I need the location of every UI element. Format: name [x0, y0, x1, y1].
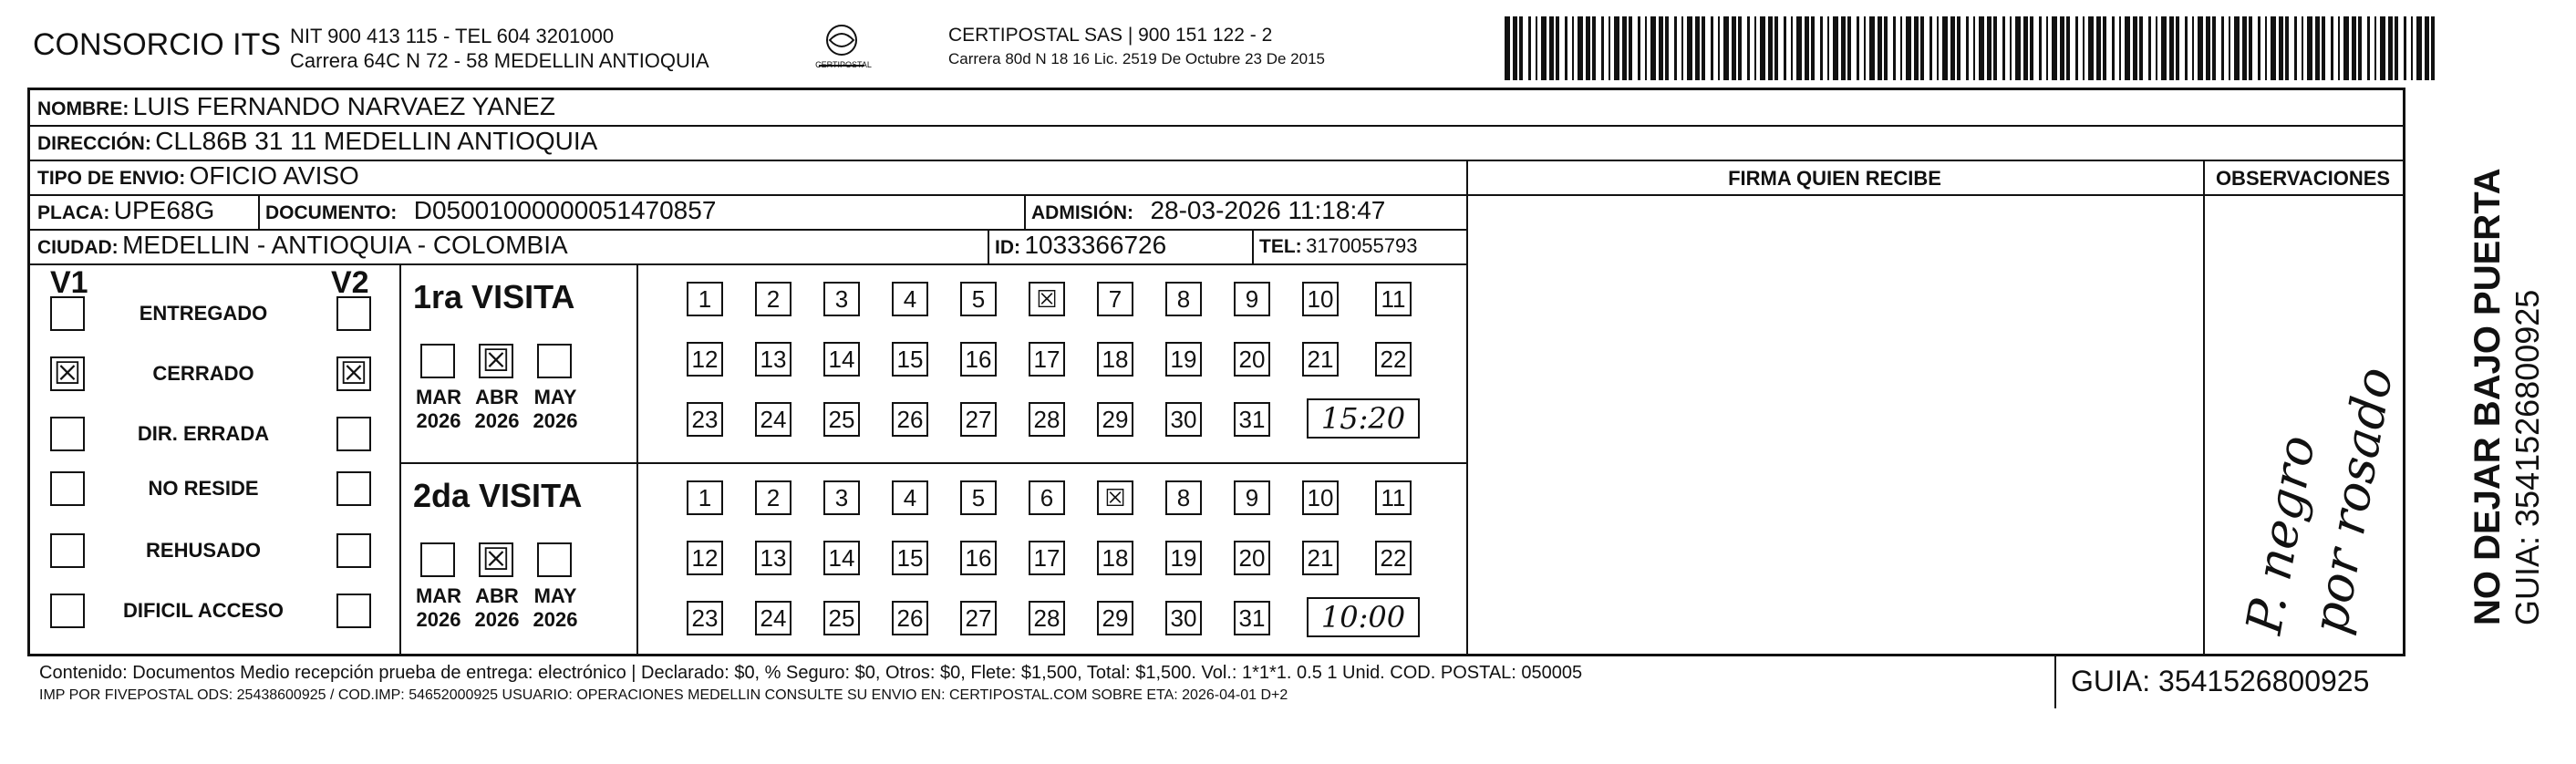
visit-1-day-21[interactable]: 21 [1302, 342, 1339, 377]
barcode-bar [2023, 16, 2028, 80]
barcode-bar [1914, 16, 1919, 80]
status-label-no-reside: NO RESIDE [148, 477, 259, 500]
status-label-cerrado: CERRADO [152, 362, 254, 385]
barcode-bar [1784, 16, 1786, 80]
barcode-bar [1681, 16, 1683, 80]
status-label-dir-errada: DIR. ERRADA [137, 422, 270, 445]
month-year: 2026 [474, 608, 520, 631]
month-name: ABR [475, 584, 519, 607]
visit-2-month-label-may [528, 584, 583, 632]
visit-1-day-17[interactable]: 17 [1029, 342, 1065, 377]
carrier-name: CERTIPOSTAL SAS | 900 151 122 - 2 [948, 25, 1273, 46]
barcode-bar [2416, 16, 2422, 80]
visit-2-day-16[interactable]: 16 [960, 541, 997, 575]
observation-line-1: P. negro [2235, 430, 2327, 638]
barcode-bar [1796, 16, 1802, 80]
visit-2-day-14[interactable]: 14 [823, 541, 860, 575]
barcode-bar [2404, 16, 2406, 80]
visit-2-day-18[interactable]: 18 [1097, 541, 1133, 575]
barcode-bar [1747, 16, 1750, 80]
barcode-bar [2156, 16, 2157, 80]
barcode-bar [1957, 16, 1960, 80]
visit-1-day-13[interactable]: 13 [755, 342, 791, 377]
visit-1-day-2[interactable]: 2 [755, 282, 791, 316]
barcode-bar [1536, 16, 1537, 80]
barcode-bar [2039, 16, 2042, 80]
visit-1-day-20[interactable]: 20 [1234, 342, 1270, 377]
visit-2-day-19[interactable]: 19 [1165, 541, 1202, 575]
barcode-bar [1519, 16, 1523, 80]
visit-2-day-9[interactable]: 9 [1234, 480, 1270, 515]
month-year: 2026 [416, 409, 461, 432]
barcode-bar [1805, 16, 1809, 80]
barcode-bar [1973, 16, 1975, 80]
barcode-bar [1760, 16, 1765, 80]
month-name: MAY [533, 386, 577, 408]
barcode-bar [1811, 16, 1815, 80]
status-v2-checkbox-dir-errada[interactable] [336, 417, 371, 451]
barcode-bar [1711, 16, 1713, 80]
barcode-bar [1774, 16, 1778, 80]
barcode-bar [2169, 16, 2174, 80]
barcode-bar [2103, 16, 2106, 80]
barcode-bar [2088, 16, 2094, 80]
visit-2-time[interactable]: 10:00 [1307, 597, 1420, 637]
barcode-bar [1645, 16, 1647, 80]
visit-1-day-26[interactable]: 26 [892, 402, 928, 437]
barcode-bar [1950, 16, 1955, 80]
barcode-bar [1592, 16, 1596, 80]
visit-1-day-30[interactable]: 30 [1165, 402, 1202, 437]
visit-2-day-22[interactable]: 22 [1375, 541, 1412, 575]
visit-2-month-mar-checkbox[interactable] [420, 542, 455, 577]
barcode-bar [1556, 16, 1559, 80]
tel-value: 3170055793 [1306, 234, 1418, 257]
barcode-bar [2192, 16, 2194, 80]
barcode-bar [1723, 16, 1729, 80]
sender-nit-tel: NIT 900 413 115 - TEL 604 3201000 [290, 25, 615, 47]
barcode-bar [2075, 16, 2078, 80]
barcode-bar [1820, 16, 1823, 80]
month-name: MAY [533, 584, 577, 607]
sender-info [290, 24, 709, 73]
id-label: ID: [995, 237, 1020, 258]
barcode-bar [1665, 16, 1669, 80]
barcode-bar [1586, 16, 1590, 80]
visit-1-day-23[interactable]: 23 [687, 402, 723, 437]
status-v2-checkbox-rehusado[interactable] [336, 533, 371, 568]
barcode-bar [1942, 16, 1948, 80]
visit-1-day-29[interactable]: 29 [1097, 402, 1133, 437]
barcode-bar [1987, 16, 1991, 80]
row-direccion [37, 127, 597, 156]
visit-2-day-4[interactable]: 4 [892, 480, 928, 515]
barcode-bar [1687, 16, 1692, 80]
visit-1-month-may-checkbox[interactable] [537, 344, 572, 378]
visit-1-month-mark: ☒ [481, 343, 511, 379]
barcode-bar [2125, 16, 2130, 80]
barcode-bar [2331, 16, 2333, 80]
barcode-bar [1614, 16, 1619, 80]
barcode-bar [2046, 16, 2048, 80]
barcode-bar [1565, 16, 1567, 80]
visit-2-day-20[interactable]: 20 [1234, 541, 1270, 575]
barcode-bar [2265, 16, 2267, 80]
barcode-bar [1732, 16, 1736, 80]
visit-2-day-12[interactable]: 12 [687, 541, 723, 575]
barcode-bar [2425, 16, 2429, 80]
visit-1-day-25[interactable]: 25 [823, 402, 860, 437]
status-v2-checkbox-dificil-acceso[interactable] [336, 594, 371, 628]
barcode-bar [1609, 16, 1610, 80]
row-nombre [37, 92, 555, 121]
barcode-bar [2249, 16, 2252, 80]
visit-1-month-label-mar [411, 386, 466, 433]
barcode-bar [2112, 16, 2115, 80]
month-name: MAR [415, 386, 462, 408]
visit-1-day-1[interactable]: 1 [687, 282, 723, 316]
barcode-bar [2066, 16, 2070, 80]
visit-2-day-13[interactable]: 13 [755, 541, 791, 575]
barcode [1505, 16, 2439, 80]
status-v2-checkbox-no-reside[interactable] [336, 471, 371, 506]
barcode-bar [2015, 16, 2021, 80]
barcode-bar [1827, 16, 1829, 80]
direccion-label: DIRECCIÓN: [37, 133, 151, 154]
barcode-bar [2388, 16, 2393, 80]
visit-1-day-15[interactable]: 15 [892, 342, 928, 377]
visit-1-month-mar-checkbox[interactable] [420, 344, 455, 378]
barcode-bar [2242, 16, 2247, 80]
visit-2-day-3[interactable]: 3 [823, 480, 860, 515]
visit-2-day-2[interactable]: 2 [755, 480, 791, 515]
visit-2-day-23[interactable]: 23 [687, 601, 723, 635]
barcode-bar [2367, 16, 2370, 80]
barcode-bar [1768, 16, 1773, 80]
tipo-value: OFICIO AVISO [189, 161, 359, 190]
barcode-bar [1578, 16, 1583, 80]
barcode-bar [2431, 16, 2435, 80]
tel-label: TEL: [1259, 236, 1302, 257]
visit-1-day-28[interactable]: 28 [1029, 402, 1065, 437]
visit-2-day-17[interactable]: 17 [1029, 541, 1065, 575]
admision-value: 28-03-2026 11:18:47 [1150, 196, 1386, 224]
observaciones-header: OBSERVACIONES [2215, 167, 2391, 190]
placa-label: PLACA: [37, 202, 110, 223]
placa-value: UPE68G [113, 196, 215, 224]
visit-1-day-7[interactable]: 7 [1097, 282, 1133, 316]
barcode-bar [2176, 16, 2179, 80]
row-admision [1031, 196, 1385, 225]
id-value: 1033366726 [1024, 231, 1167, 259]
tipo-label: TIPO DE ENVIO: [37, 168, 186, 189]
visit-2-day-26[interactable]: 26 [892, 601, 928, 635]
barcode-bar [1638, 16, 1640, 80]
barcode-bar [1702, 16, 1705, 80]
barcode-bar [1601, 16, 1604, 80]
barcode-bar [1754, 16, 1756, 80]
visit-1-day-14[interactable]: 14 [823, 342, 860, 377]
visit-2-day-1[interactable]: 1 [687, 480, 723, 515]
visit-2-month-label-mar [411, 584, 466, 632]
side-guia: GUIA: 3541526800925 [2509, 289, 2546, 625]
barcode-bar [1505, 16, 1510, 80]
barcode-bar [2229, 16, 2230, 80]
barcode-bar [1718, 16, 1720, 80]
visit-1-day-10[interactable]: 10 [1302, 282, 1339, 316]
barcode-bar [2302, 16, 2303, 80]
barcode-bar [2002, 16, 2005, 80]
barcode-bar [1847, 16, 1851, 80]
barcode-bar [2030, 16, 2033, 80]
barcode-bar [2221, 16, 2224, 80]
visit-1-time[interactable]: 15:20 [1307, 398, 1420, 439]
sender-company: CONSORCIO ITS [33, 27, 282, 62]
barcode-bar [1878, 16, 1882, 80]
status-label-dificil-acceso: DIFICIL ACCESO [122, 599, 284, 622]
visit-1-day-12[interactable]: 12 [687, 342, 723, 377]
status-v1-mark-cerrado: ☒ [53, 356, 82, 392]
barcode-bar [2294, 16, 2297, 80]
barcode-bar [1966, 16, 1969, 80]
visit-2-day-24[interactable]: 24 [755, 601, 791, 635]
barcode-bar [1572, 16, 1574, 80]
barcode-bar [1650, 16, 1656, 80]
visit-1-day-16[interactable]: 16 [960, 342, 997, 377]
visit-title-2: 2da VISITA [413, 477, 583, 514]
nombre-value: LUIS FERNANDO NARVAEZ YANEZ [132, 92, 555, 120]
barcode-bar [2374, 16, 2376, 80]
barcode-bar [1541, 16, 1547, 80]
barcode-bar [1869, 16, 1875, 80]
visit-2-day-28[interactable]: 28 [1029, 601, 1065, 635]
visit-2-day-11[interactable]: 11 [1375, 480, 1412, 515]
row-tipo [37, 161, 359, 191]
barcode-bar [1791, 16, 1793, 80]
visit-2-day-7[interactable]: ☒ [1097, 480, 1133, 515]
visit-2-day-31[interactable]: 31 [1234, 601, 1270, 635]
status-v2-mark-cerrado: ☒ [339, 356, 368, 392]
side-text [2467, 168, 2547, 625]
visit-1-day-5[interactable]: 5 [960, 282, 997, 316]
barcode-bar [1695, 16, 1700, 80]
barcode-bar [2271, 16, 2276, 80]
barcode-bar [1674, 16, 1677, 80]
visit-2-day-6[interactable]: 6 [1029, 480, 1065, 515]
carrier-logo-text: CERTIPOSTAL [815, 60, 872, 69]
barcode-bar [1659, 16, 1663, 80]
ciudad-value: MEDELLIN - ANTIOQUIA - COLOMBIA [122, 231, 568, 259]
visit-2-day-25[interactable]: 25 [823, 601, 860, 635]
barcode-bar [1513, 16, 1517, 80]
carrier-license: Carrera 80d N 18 16 Lic. 2519 De Octubre 23 De 2015 [948, 50, 1325, 67]
row-tel [1259, 234, 1417, 258]
barcode-bar [1738, 16, 1742, 80]
documento-label: DOCUMENTO: [265, 202, 398, 223]
barcode-bar [2411, 16, 2413, 80]
barcode-bar [2343, 16, 2349, 80]
barcode-bar [2139, 16, 2143, 80]
visit-1-day-31[interactable]: 31 [1234, 402, 1270, 437]
sender-address: Carrera 64C N 72 - 58 MEDELLIN ANTIOQUIA [290, 49, 709, 72]
barcode-bar [1864, 16, 1866, 80]
direccion-value: CLL86B 31 11 MEDELLIN ANTIOQUIA [155, 127, 598, 155]
observation-line-2: por rosado [2301, 363, 2405, 638]
barcode-bar [2395, 16, 2398, 80]
visit-1-day-8[interactable]: 8 [1165, 282, 1202, 316]
barcode-bar [2206, 16, 2210, 80]
barcode-bar [1906, 16, 1911, 80]
barcode-bar [2358, 16, 2362, 80]
visit-1-day-24[interactable]: 24 [755, 402, 791, 437]
visit-1-day-4[interactable]: 4 [892, 282, 928, 316]
visit-1-day-6[interactable]: ☒ [1029, 282, 1065, 316]
barcode-bar [1622, 16, 1627, 80]
visit-1-day-11[interactable]: 11 [1375, 282, 1412, 316]
visit-2-day-30[interactable]: 30 [1165, 601, 1202, 635]
barcode-bar [1929, 16, 1932, 80]
barcode-bar [1833, 16, 1838, 80]
barcode-bar [2212, 16, 2216, 80]
visit-2-month-label-abr [470, 584, 524, 632]
barcode-bar [1993, 16, 1997, 80]
documento-value: D05001000000051470857 [413, 196, 717, 224]
v1-header: V1 [50, 265, 88, 300]
barcode-bar [1920, 16, 1924, 80]
visit-2-day-27[interactable]: 27 [960, 601, 997, 635]
visit-1-day-9[interactable]: 9 [1234, 282, 1270, 316]
visit-2-month-may-checkbox[interactable] [537, 542, 572, 577]
month-year: 2026 [416, 608, 461, 631]
visit-2-day-10[interactable]: 10 [1302, 480, 1339, 515]
barcode-bar [2315, 16, 2320, 80]
barcode-bar [1857, 16, 1859, 80]
month-year: 2026 [533, 608, 578, 631]
barcode-bar [2322, 16, 2325, 80]
v2-header: V2 [331, 265, 369, 300]
barcode-bar [2198, 16, 2203, 80]
barcode-bar [2307, 16, 2312, 80]
delivery-form [27, 88, 2405, 703]
barcode-bar [2096, 16, 2101, 80]
barcode-bar [2161, 16, 2167, 80]
barcode-bar [2052, 16, 2057, 80]
barcode-bar [2380, 16, 2385, 80]
visit-1-day-19[interactable]: 19 [1165, 342, 1202, 377]
barcode-bar [2352, 16, 2356, 80]
barcode-bar [2258, 16, 2260, 80]
visit-2-day-21[interactable]: 21 [1302, 541, 1339, 575]
row-ciudad [37, 231, 568, 260]
visit-2-day-15[interactable]: 15 [892, 541, 928, 575]
barcode-bar [1979, 16, 1984, 80]
barcode-bar [1893, 16, 1896, 80]
visit-1-day-3[interactable]: 3 [823, 282, 860, 316]
month-name: MAR [415, 584, 462, 607]
ciudad-label: CIUDAD: [37, 237, 119, 258]
footer-print-info: IMP POR FIVEPOSTAL ODS: 25438600925 / COD.IMP: 54652000925 USUARIO: OPERACIONES MEDELLIN CONSULTE SU ENVIO EN: CERTIPOSTAL.COM SOBRE ETA: 2026-04-01 D+2 [39, 687, 1288, 703]
visit-2-month-mark: ☒ [481, 542, 511, 578]
barcode-bar [2185, 16, 2188, 80]
footer-content: Contenido: Documentos Medio recepción prueba de entrega: electrónico | Declarado: $0, % Seguro: $0, Otros: $0, Flete: $1,500, Total: $1,500. Vol.: 1*1*1. 0.5 1 Unid. COD. POSTAL: 050005 [39, 663, 1583, 683]
visit-title-1: 1ra VISITA [413, 278, 575, 315]
status-label-entregado: ENTREGADO [139, 302, 268, 325]
visit-1-month-label-may [528, 386, 583, 433]
firma-header: FIRMA QUIEN RECIBE [1728, 167, 1941, 190]
barcode-bar [1629, 16, 1632, 80]
month-year: 2026 [533, 409, 578, 432]
visit-2-day-5[interactable]: 5 [960, 480, 997, 515]
nombre-label: NOMBRE: [37, 98, 129, 119]
status-v2-checkbox-entregado[interactable] [336, 296, 371, 331]
month-year: 2026 [474, 409, 520, 432]
visit-2-day-8[interactable]: 8 [1165, 480, 1202, 515]
visit-2-day-29[interactable]: 29 [1097, 601, 1133, 635]
barcode-bar [2338, 16, 2340, 80]
barcode-bar [1937, 16, 1939, 80]
barcode-bar [2083, 16, 2085, 80]
barcode-bar [2148, 16, 2151, 80]
carrier-info [948, 24, 1325, 71]
status-label-rehusado: REHUSADO [146, 539, 261, 562]
barcode-bar [2119, 16, 2121, 80]
barcode-bar [2010, 16, 2012, 80]
visit-1-day-18[interactable]: 18 [1097, 342, 1133, 377]
row-placa [37, 196, 214, 225]
barcode-bar [1884, 16, 1888, 80]
side-notice: NO DEJAR BAJO PUERTA [2467, 168, 2508, 625]
row-documento [265, 196, 716, 225]
visit-1-day-22[interactable]: 22 [1375, 342, 1412, 377]
footer-guia: GUIA: 3541526800925 [2071, 665, 2370, 697]
barcode-bar [1900, 16, 1902, 80]
admision-label: ADMISIÓN: [1031, 202, 1133, 223]
barcode-bar [2234, 16, 2240, 80]
barcode-bar [2133, 16, 2137, 80]
barcode-bar [2060, 16, 2064, 80]
row-id [995, 231, 1166, 260]
visit-1-day-27[interactable]: 27 [960, 402, 997, 437]
barcode-bar [2279, 16, 2283, 80]
barcode-bar [1528, 16, 1531, 80]
barcode-bar [1841, 16, 1846, 80]
barcode-bar [2285, 16, 2289, 80]
month-name: ABR [475, 386, 519, 408]
barcode-bar [1549, 16, 1554, 80]
visit-1-month-label-abr [470, 386, 524, 433]
